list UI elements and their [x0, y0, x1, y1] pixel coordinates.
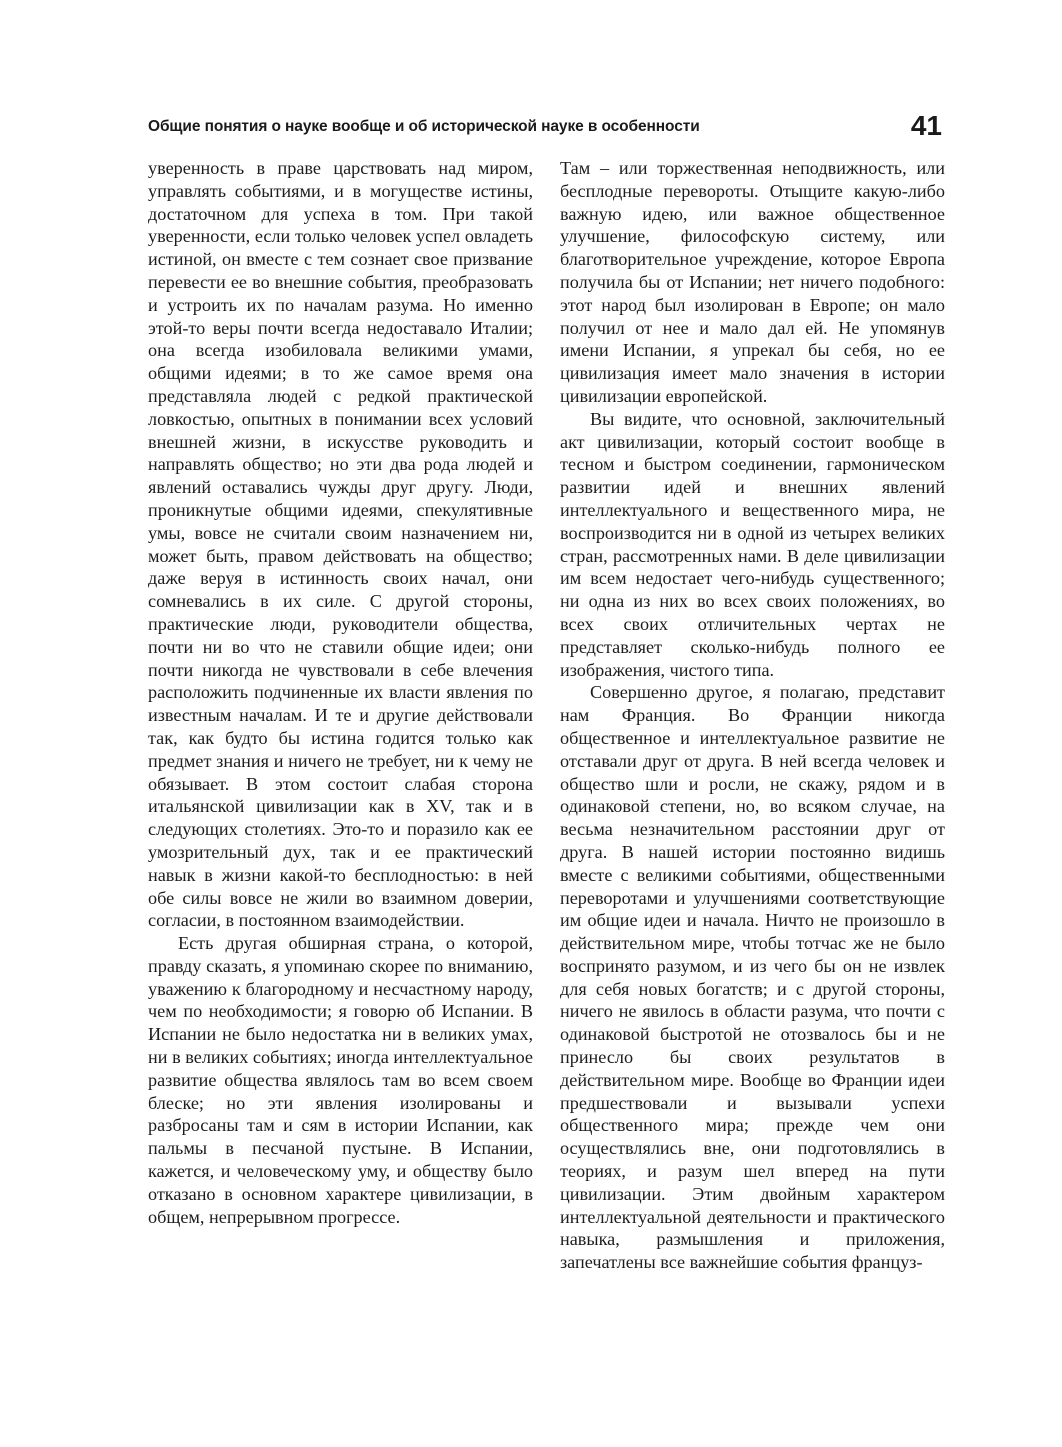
paragraph: Там – или торжественная неподвижность, или бесплодные перевороты. Отыщите какую-либо важную идею, или важное общественное улучшение, философскую систему, или благотворительное учреждение, которое Европа получила бы от Испании; нет ничего подобного: этот народ был изолирован в Европе; он мало получил от нее и мало дал ей. Не упомянув имени Испании, я упрекал бы себя, но ее цивилизация имеет мало значения в истории цивилизации европейской. — [560, 158, 945, 406]
running-head-title: Общие понятия о науке вообще и об исторической науке в особенности — [148, 118, 700, 135]
right-column — [560, 157, 945, 1274]
running-head — [148, 110, 948, 146]
paragraph: Совершенно другое, я полагаю, представит нам Франция. Во Франции никогда общественное и интеллектуальное развитие не отставали друг от друга. В ней всегда человек и общество шли и росли, не скажу, рядом и в одинаковой степени, но, во всяком случае, на весьма незначительном расстоянии друг от друга. В нашей истории постоянно видишь вместе с великими событиями, общественными переворотами и улучшениями соответствующие им общие идеи и начала. Ничто не произошло в действительном мире, чтобы тотчас же не было воспринято разумом, и из чего бы он не извлек для себя новых богатств; и с другой стороны, ничего не явилось в области разума, что почти с одинаковой быстротой не отозвалось бы и не принесло бы своих результатов в действительном мире. Вообще во Франции идеи предшествовали и вызывали успехи общественного мира; прежде чем они осуществлялись вне, они подготовлялись в теориях, и разум шел вперед на пути цивилизации. Этим двойным характером интеллектуальной деятельности и практического навыка, размышления и приложения, запечатлены все важнейшие события француз- — [560, 682, 945, 1273]
paragraph: уверенность в праве царствовать над миром, управлять событиями, и в могуществе истины, достаточном для успеха в том. При такой уверенности, если только человек успел овладеть истиной, он вместе с тем сознает свое призвание перевести ее во внешние события, преобразовать и устроить их по началам разума. Но именно этой-то веры почти всегда недоставало Италии; она всегда изобиловала великими умами, общими идеями; в то же самое время она представляла людей с редкой практической ловкостью, опытных в понимании всех условий внешней жизни, в искусстве руководить и направлять общество; но эти два рода людей и явлений оставались чужды друг другу. Люди, проникнутые общими идеями, спекулятивные умы, вовсе не считали своим назначением ни, может быть, правом действовать на общество; даже веруя в истинность своих начал, они сомневались в их силе. С другой стороны, практические люди, руководители общества, почти ни во что не ставили общие идеи; они почти никогда не чувствовали в себе влечения расположить подчиненные их власти явления по известным началам. И те и другие действовали так, как будто бы истина годится только как предмет знания и ничего не требует, ни к чему не обязывает. В этом состоит слабая сторона итальянской цивилизации как в XV, так и в следующих столетиях. Это-то и поразило как ее умозрительный дух, так и ее практический навык в жизни какой-то бесплодностью: в ней обе силы вовсе не жили во взаимном доверии, согласии, в постоянном взаимодействии. — [148, 158, 533, 931]
paragraph: Есть другая обширная страна, о которой, правду сказать, я упоминаю скорее по вниманию, уважению к благородному и несчастному народу, чем по необходимости; я говорю об Испании. В Испании не было недостатка ни в великих умах, ни в великих событиях; иногда интеллектуальное развитие общества являлось там во всем своем блеске; но эти явления изолированы и разбросаны там и сям в истории Испании, как пальмы в песчаной пустыне. В Испании, кажется, и человеческому уму, и обществу было отказано в основном характере цивилизации, в общем, непрерывном прогрессе. — [148, 933, 533, 1227]
paragraph: Вы видите, что основной, заключительный акт цивилизации, который состоит вообще в тесном и быстром соединении, гармоническом развитии идей и внешних явлений интеллектуального и вещественного мира, не воспроизводится ни в одной из четырех великих стран, рассмотренных нами. В деле цивилизации им всем недостает чего-нибудь существенного; ни одна из них во всех своих положениях, во всех своих отличительных чертах не представляет сколько-нибудь полного ее изображения, чистого типа. — [560, 408, 945, 680]
page-number: 41 — [910, 110, 942, 141]
left-column — [148, 157, 533, 1228]
